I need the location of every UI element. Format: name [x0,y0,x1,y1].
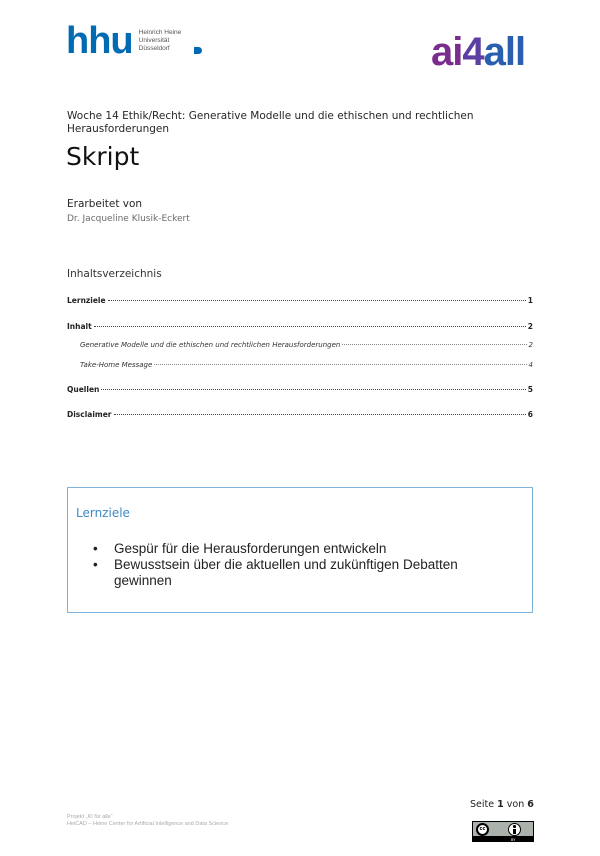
toc-entry-quellen[interactable] [67,385,533,394]
toc-entry-label: Generative Modelle und die ethischen und rechtlichen Herausforderungen [80,341,341,349]
ai4all-logo-4: 4 [462,30,484,74]
toc-entry-label: Lernziele [67,296,106,305]
toc-entry-page: 6 [527,410,533,419]
hhu-logo-mark: hhu [66,20,133,62]
toc-entry-label: Disclaimer [67,410,112,419]
author-name: Dr. Jacqueline Klusik-Eckert [67,214,190,224]
ai4all-logo [431,32,525,72]
bullet-icon: • [93,557,98,572]
learning-goals-title: Lernziele [76,506,130,520]
footer-project-line: HeiCAD – Heine Center for Artificial Intelligence and Data Science [67,821,229,827]
creative-commons-icon: cc [476,823,489,836]
toc-leader-dots [154,364,526,365]
hhu-logo-line: Universität [138,37,170,44]
toc-entry-page: 1 [527,296,533,305]
learning-goal-item [93,557,513,589]
toc-leader-dots [94,326,526,327]
toc-leader-dots [342,344,526,345]
page-number-prefix: Seite [470,799,495,810]
toc-entry-generative-modelle[interactable] [80,341,533,349]
footer-project-info [67,814,228,828]
toc-leader-dots [101,389,525,390]
hhu-logo-line: Düsseldorf [138,45,170,52]
learning-goal-item [93,541,513,557]
author-label: Erarbeitet von [67,198,143,210]
toc-entry-label: Take-Home Message [80,361,153,369]
toc-entry-label: Quellen [67,385,100,394]
page-number [470,799,534,810]
toc-entry-page: 2 [527,322,533,331]
toc-entry-inhalt[interactable] [67,322,533,331]
document-subtitle: Woche 14 Ethik/Recht: Generative Modelle und die ethischen und rechtlichen Herausforderungen [67,110,474,135]
bullet-icon: • [93,541,98,556]
page-number-total: 6 [527,799,534,810]
cc-by-license-badge[interactable] [472,821,534,842]
toc-leader-dots [108,300,526,301]
learning-goals-box [67,487,533,613]
toc-entry-lernziele[interactable] [67,296,533,305]
toc-leader-dots [114,414,526,415]
footer-project-line: Projekt „KI für alle“ [67,814,113,820]
document-title: Skript [66,142,140,171]
learning-goal-text: Gespür für die Herausforderungen entwickeln [114,541,387,556]
toc-entry-page: 2 [528,341,533,349]
toc-entry-page: 4 [528,361,533,369]
toc-entry-label: Inhalt [67,322,92,331]
toc-entry-take-home-message[interactable] [80,361,533,369]
license-by-label: BY [511,838,516,842]
toc-heading: Inhaltsverzeichnis [67,268,162,280]
attribution-person-icon [508,823,521,836]
learning-goal-text: Bewusstsein über die aktuellen und zukünftigen Debatten gewinnen [114,557,458,588]
learning-goals-list [93,541,513,589]
page-number-separator: von [506,799,525,810]
toc-entry-disclaimer[interactable] [67,410,533,419]
hhu-logo [66,20,182,62]
ai4all-logo-ai: ai [431,30,463,74]
hhu-logo-line: Heinrich Heine [138,29,182,36]
ai4all-logo-all: all [483,30,526,74]
license-bar [473,836,533,841]
page-number-current: 1 [497,799,504,810]
hhu-logo-square-icon [194,47,202,54]
hhu-logo-text [139,29,182,53]
toc-entry-page: 5 [527,385,533,394]
